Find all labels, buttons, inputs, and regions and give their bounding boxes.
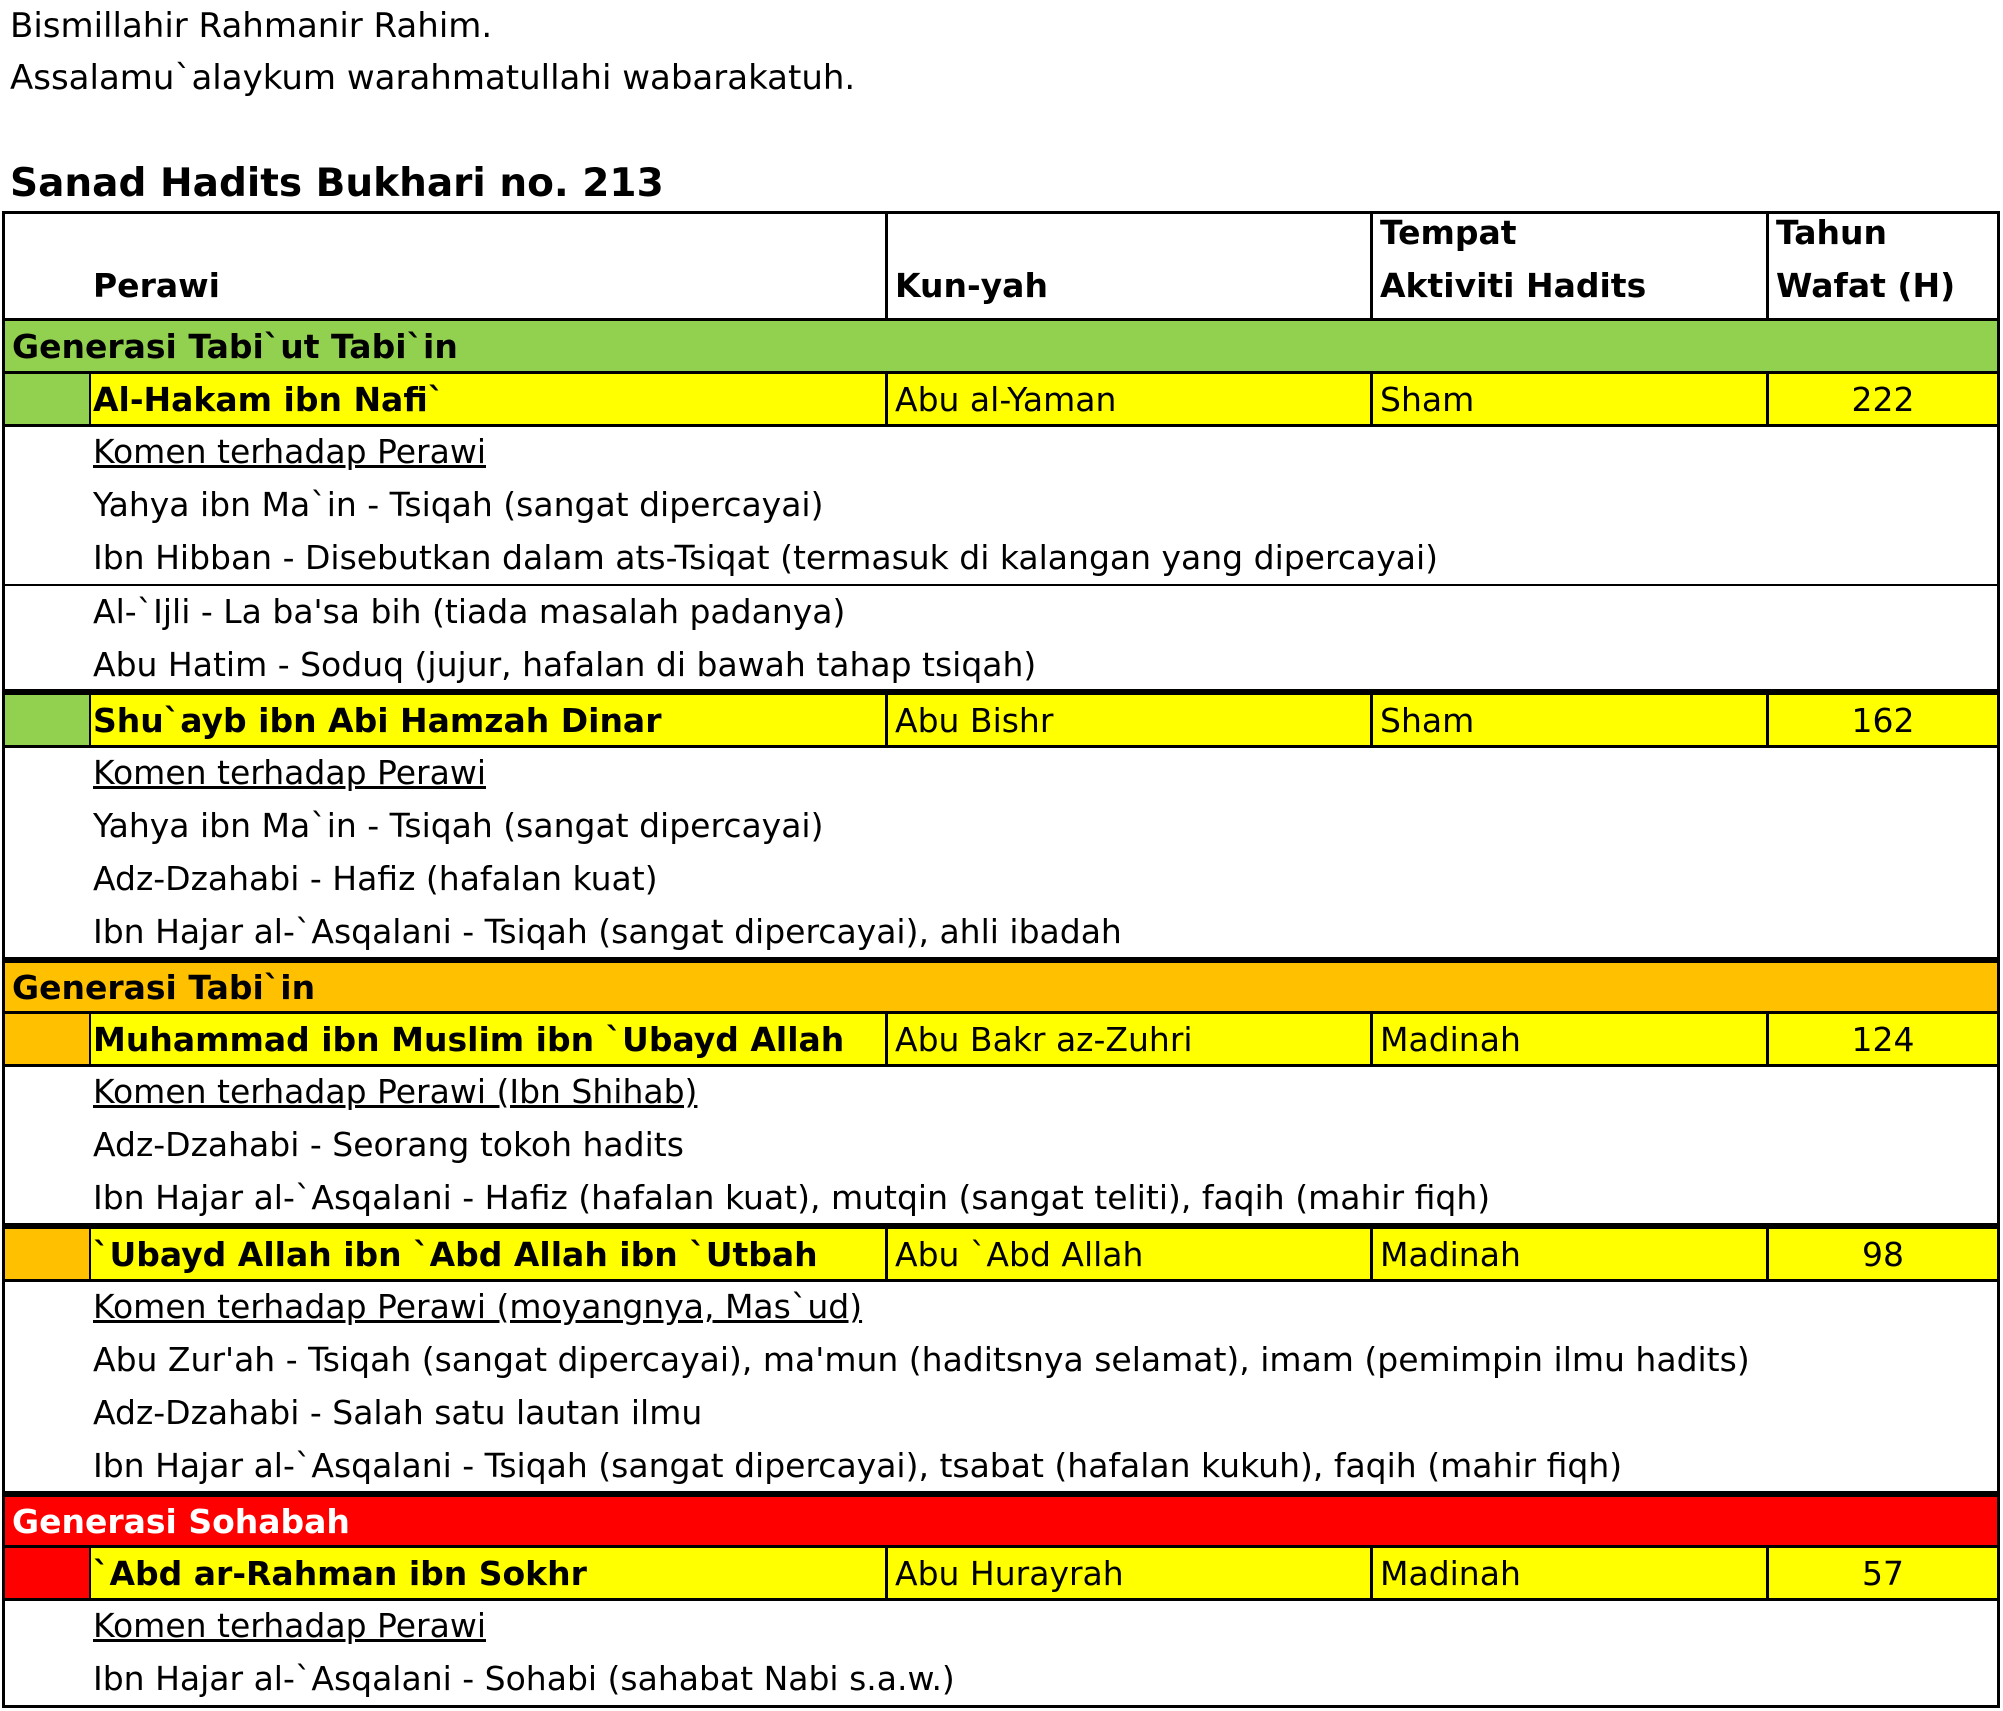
narrator-row-1[interactable] xyxy=(5,371,1997,424)
narrator-tahun: 222 xyxy=(1766,374,1997,424)
comment-line: Yahya ibn Ma`in - Tsiqah (sangat dipercayai) xyxy=(93,806,824,845)
comment-heading: Komen terhadap Perawi (moyangnya, Mas`ud) xyxy=(93,1287,863,1326)
comment-line: Abu Hatim - Soduq (jujur, hafalan di bawah tahap tsiqah) xyxy=(93,645,1037,684)
narrator-tahun: 98 xyxy=(1766,1229,1997,1279)
narrator-name: Shu`ayb ibn Abi Hamzah Dinar xyxy=(93,700,662,740)
comment-line: Ibn Hajar al-`Asqalani - Sohabi (sahabat Nabi s.a.w.) xyxy=(93,1659,955,1698)
sanad-table xyxy=(2,211,2000,1708)
table-header-row xyxy=(5,214,1997,318)
narrator-name: `Abd ar-Rahman ibn Sokhr xyxy=(93,1553,587,1593)
narrator-row-2[interactable] xyxy=(5,692,1997,745)
comment-heading: Komen terhadap Perawi xyxy=(93,432,486,471)
narrator-name: Muhammad ibn Muslim ibn `Ubayd Allah xyxy=(93,1019,845,1059)
generation-header-sohabah: Generasi Sohabah xyxy=(5,1497,1997,1545)
narrator-tempat: Sham xyxy=(1370,374,1766,424)
narrator-name: Al-Hakam ibn Nafi` xyxy=(93,379,445,419)
column-header-tempat: Tempat Aktiviti Hadits xyxy=(1370,214,1766,318)
narrator-tempat: Madinah xyxy=(1370,1014,1766,1064)
narrator-tahun: 57 xyxy=(1766,1548,1997,1598)
generation-header-tabiin: Generasi Tabi`in xyxy=(5,963,1997,1011)
narrator-kunyah: Abu al-Yaman xyxy=(885,374,1370,424)
greeting-line-1: Bismillahir Rahmanir Rahim. xyxy=(10,6,493,46)
greeting-line-2: Assalamu`alaykum warahmatullahi wabarakatuh. xyxy=(10,58,856,98)
narrator-tempat: Madinah xyxy=(1370,1548,1766,1598)
narrator-tahun: 124 xyxy=(1766,1014,1997,1064)
narrator-row-4[interactable] xyxy=(5,1226,1997,1279)
comment-line: Yahya ibn Ma`in - Tsiqah (sangat dipercayai) xyxy=(93,485,824,524)
narrator-kunyah: Abu Bishr xyxy=(885,695,1370,745)
comment-line: Ibn Hajar al-`Asqalani - Hafiz (hafalan kuat), mutqin (sangat teliti), faqih (mahir fiqh) xyxy=(93,1178,1491,1217)
comment-line: Ibn Hibban - Disebutkan dalam ats-Tsiqat (termasuk di kalangan yang dipercayai) xyxy=(93,538,1438,577)
narrator-row-5[interactable] xyxy=(5,1545,1997,1598)
generation-header-tabiut-tabiin: Generasi Tabi`ut Tabi`in xyxy=(5,318,1997,371)
comment-line: Adz-Dzahabi - Hafiz (hafalan kuat) xyxy=(93,859,658,898)
narrator-tahun: 162 xyxy=(1766,695,1997,745)
narrator-tempat: Madinah xyxy=(1370,1229,1766,1279)
narrator-kunyah: Abu Hurayrah xyxy=(885,1548,1370,1598)
column-header-perawi: Perawi xyxy=(93,266,220,305)
comment-heading: Komen terhadap Perawi (Ibn Shihab) xyxy=(93,1072,698,1111)
comment-line: Abu Zur'ah - Tsiqah (sangat dipercayai), ma'mun (haditsnya selamat), imam (pemimpin ilmu hadits) xyxy=(93,1340,1750,1379)
narrator-kunyah: Abu `Abd Allah xyxy=(885,1229,1370,1279)
comment-line: Ibn Hajar al-`Asqalani - Tsiqah (sangat dipercayai), tsabat (hafalan kukuh), faqih (mahir fiqh) xyxy=(93,1446,1623,1485)
comment-line: Adz-Dzahabi - Salah satu lautan ilmu xyxy=(93,1393,703,1432)
comment-line: Ibn Hajar al-`Asqalani - Tsiqah (sangat dipercayai), ahli ibadah xyxy=(93,912,1122,951)
comment-heading: Komen terhadap Perawi xyxy=(93,1606,486,1645)
narrator-name: `Ubayd Allah ibn `Abd Allah ibn `Utbah xyxy=(93,1234,818,1274)
comment-heading: Komen terhadap Perawi xyxy=(93,753,486,792)
narrator-tempat: Sham xyxy=(1370,695,1766,745)
column-header-kunyah: Kun-yah xyxy=(885,214,1370,318)
column-header-tahun: Tahun Wafat (H) xyxy=(1766,214,1997,318)
narrator-kunyah: Abu Bakr az-Zuhri xyxy=(885,1014,1370,1064)
comment-line: Al-`Ijli - La ba'sa bih (tiada masalah padanya) xyxy=(93,592,846,631)
page-title: Sanad Hadits Bukhari no. 213 xyxy=(10,161,664,206)
narrator-row-3[interactable] xyxy=(5,1011,1997,1064)
comment-line: Adz-Dzahabi - Seorang tokoh hadits xyxy=(93,1125,684,1164)
